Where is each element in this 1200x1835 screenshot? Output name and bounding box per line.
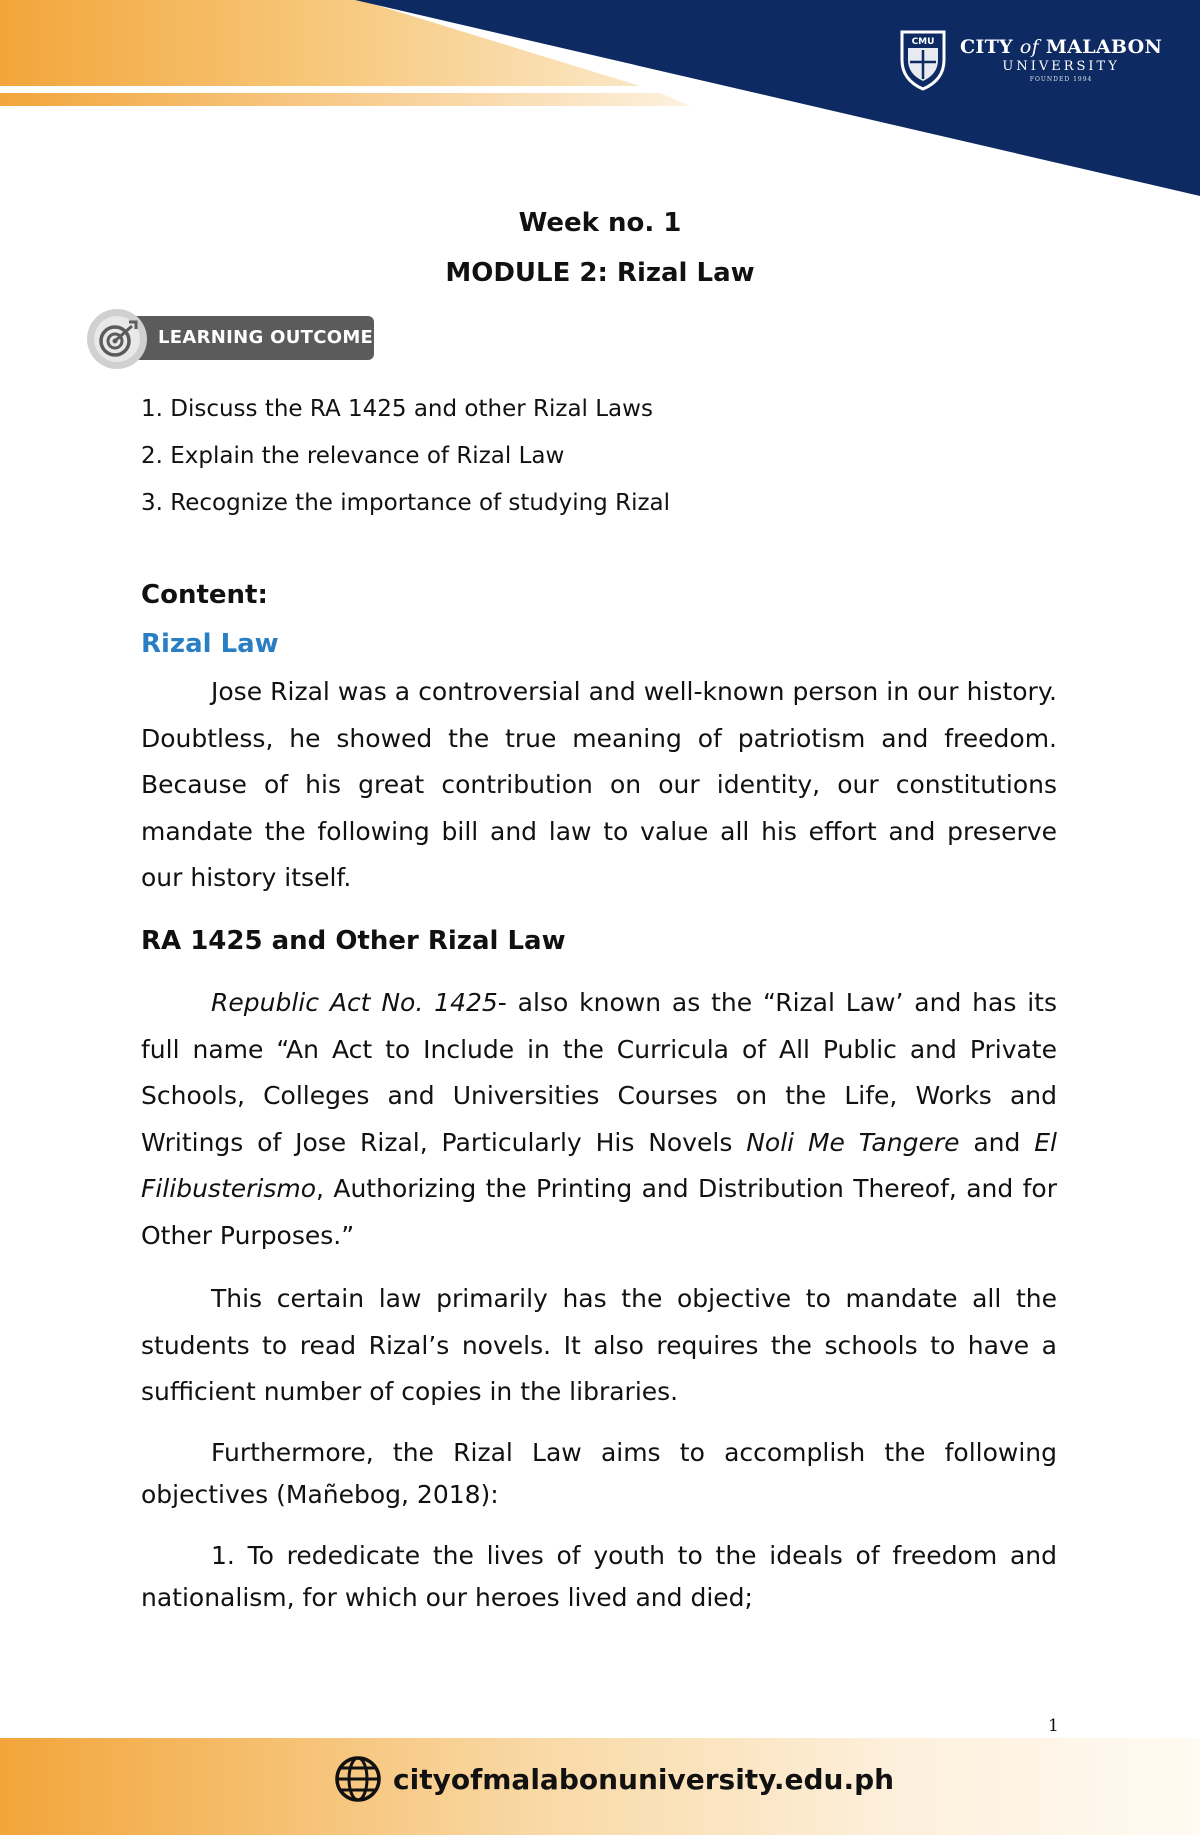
ra-text-2: , Authorizing the Printing and Distribution Thereof, and for Other Purposes.” bbox=[141, 1174, 1057, 1250]
act-name: Republic Act No. 1425 bbox=[211, 988, 498, 1017]
noli-title: Noli Me Tangere bbox=[746, 1127, 960, 1157]
logo-initials: CMU bbox=[911, 37, 935, 47]
website-url[interactable]: cityofmalabonuniversity.edu.ph bbox=[393, 1762, 895, 1796]
globe-icon bbox=[333, 1754, 383, 1804]
outcome-item-2: 2. Explain the relevance of Rizal Law bbox=[141, 443, 565, 469]
university-logo bbox=[898, 26, 1162, 92]
intro-paragraph bbox=[141, 669, 1057, 902]
objective-item-1 bbox=[141, 1535, 1057, 1619]
learning-outcome-badge bbox=[86, 308, 376, 374]
ra-subheading: RA 1425 and Other Rizal Law bbox=[141, 926, 566, 956]
outcome-item-1: 1. Discuss the RA 1425 and other Rizal Laws bbox=[141, 396, 653, 422]
section-title: Rizal Law bbox=[141, 629, 279, 659]
objective-item-1-text: 1. To rededicate the lives of youth to the ideals of freedom and nationalism, for which our heroes lived and died; bbox=[141, 1541, 1057, 1612]
page-number: 1 bbox=[1048, 1716, 1059, 1736]
footer-website[interactable] bbox=[333, 1754, 894, 1804]
intro-text: Jose Rizal was a controversial and well-known person in our history. Doubtless, he showed the true meaning of patriotism and freedom. Because of his great contribution on our identity, our constitutions mandate the following bill and law to value all his effort and preserve our history itself. bbox=[141, 677, 1057, 892]
logo-university: UNIVERSITY bbox=[1002, 58, 1120, 74]
ra-text-1: - also known as the “Rizal Law’ and has its full name “An Act to Include in the Curricula of All Public and Private Schools, Colleges and Universities Courses on the Life, Works and Writings of Jose Rizal, Particularly His Novels bbox=[141, 988, 1058, 1157]
objective-paragraph bbox=[141, 1276, 1057, 1416]
el-fili-title: El Filibusterismo bbox=[141, 1127, 1057, 1203]
target-icon bbox=[86, 308, 148, 370]
and-text: and bbox=[959, 1127, 1035, 1157]
shield-icon bbox=[898, 26, 948, 92]
week-title: Week no. 1 bbox=[518, 208, 682, 238]
logo-city: CITY bbox=[960, 35, 1013, 58]
badge-label: LEARNING OUTCOME bbox=[158, 327, 374, 348]
module-title: MODULE 2: Rizal Law bbox=[445, 258, 755, 288]
outcome-item-3: 3. Recognize the importance of studying Rizal bbox=[141, 490, 671, 516]
logo-name: MALABON bbox=[1045, 35, 1163, 58]
furthermore-text: Furthermore, the Rizal Law aims to accomplish the following objectives (Mañebog, 2018): bbox=[141, 1438, 1057, 1509]
content-label: Content: bbox=[141, 580, 268, 610]
logo-of: of bbox=[1019, 35, 1039, 58]
objective-text: This certain law primarily has the objective to mandate all the students to read Rizal’s novels. It also requires the schools to have a sufficient number of copies in the libraries. bbox=[141, 1284, 1057, 1406]
ra-paragraph bbox=[141, 980, 1057, 1259]
logo-founded: FOUNDED 1994 bbox=[1029, 75, 1093, 83]
furthermore-paragraph bbox=[141, 1432, 1057, 1516]
